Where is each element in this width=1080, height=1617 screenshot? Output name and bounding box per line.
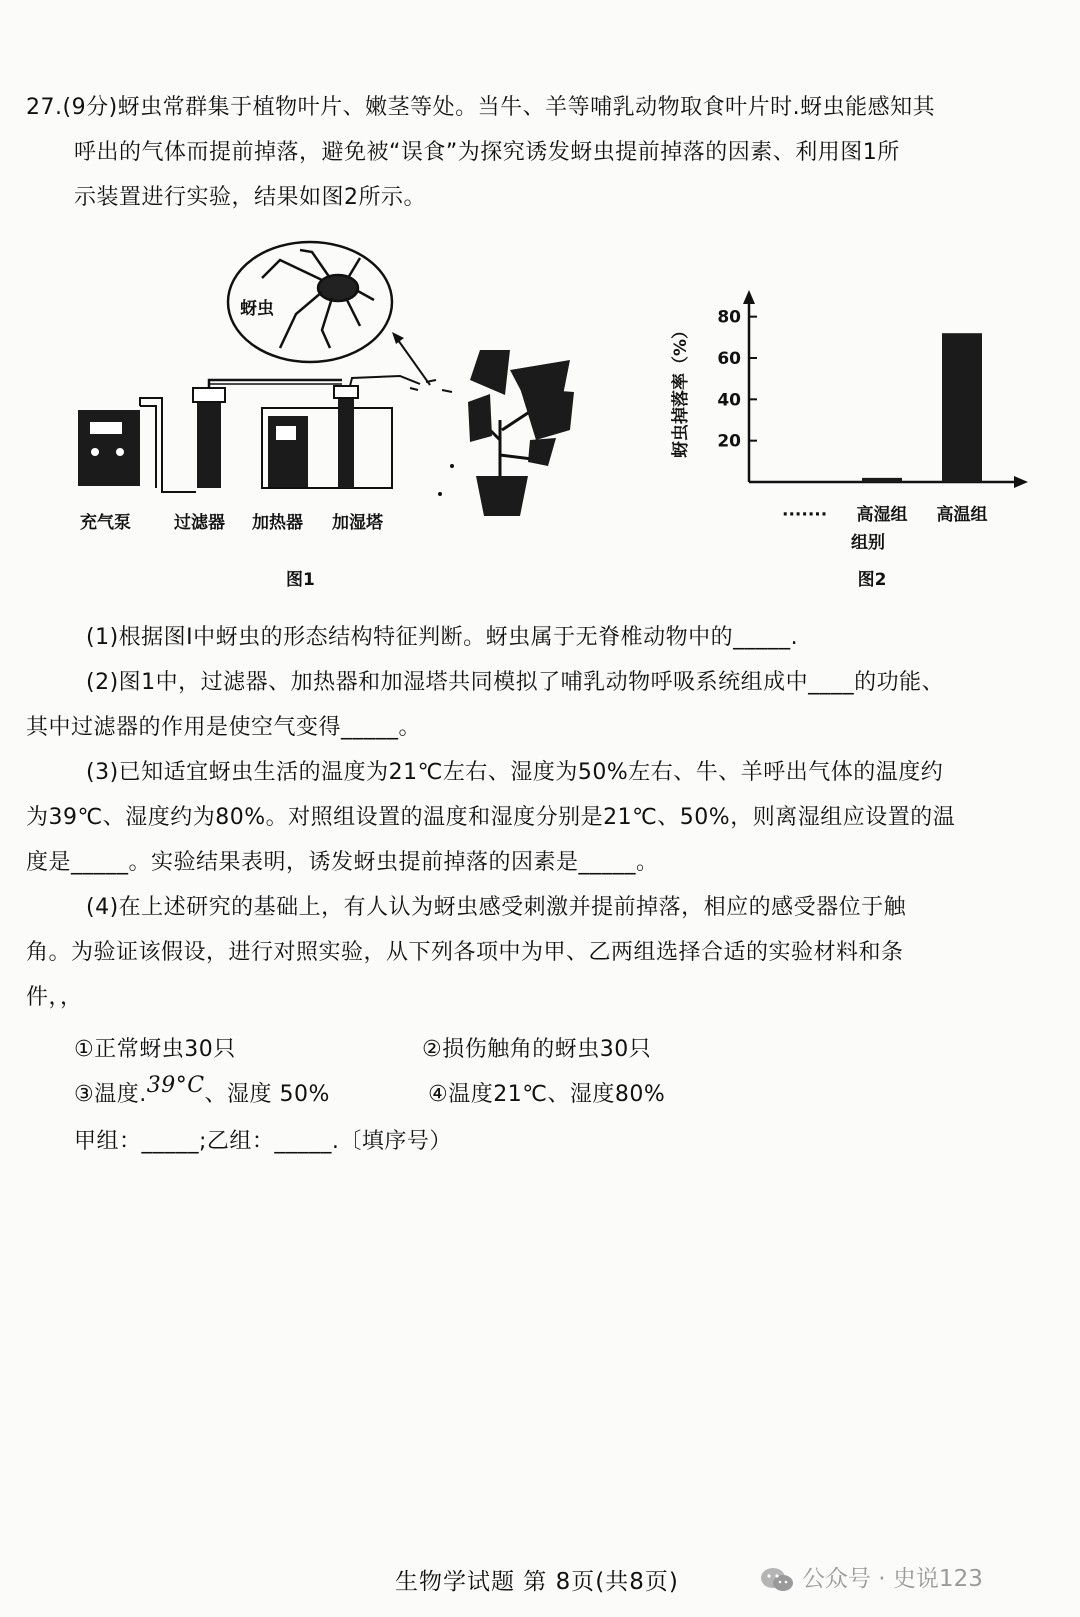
option-3-prefix: ③温度. [74,1082,147,1107]
bar [862,478,902,482]
x-category-label: 高温组 [936,505,988,525]
plant [438,350,574,516]
aphid-label: 蚜虫 [240,299,274,319]
question-intro-line-3: 示装置进行实验，结果如图2所示。 [74,185,426,210]
sub-question-3-line-2: 为39℃、湿度约为80%。对照组设置的温度和湿度分别是21℃、50%，则离湿组应设置的温 [26,805,956,830]
page-footer: 生物学试题 第 8页(共8页) [395,1569,679,1595]
figure-1-apparatus [78,242,574,590]
sub-question-4-line-2: 角。为验证该假设，进行对照实验，从下列各项中为甲、乙两组选择合适的实验材料和条 [26,940,904,965]
option-3-temperature: 39°C [146,1073,205,1098]
sub-question-3-line-3: 度是_____。实验结果表明，诱发蚜虫提前掉落的因素是_____。 [26,850,659,875]
sub-question-4-line-1: (4)在上述研究的基础上，有人认为蚜虫感受刺激并提前掉落，相应的感受器位于触 [86,895,907,920]
label-filter: 过滤器 [174,513,225,533]
figures [0,230,1080,630]
y-tick-label: 60 [717,349,741,369]
answer-line: 甲组：_____;乙组：_____.〔填序号） [74,1129,452,1154]
y-tick-label: 40 [717,390,741,411]
sub-question-3-line-1: (3)已知适宜蚜虫生活的温度为21℃左右、湿度为50%左右、牛、羊呼出气体的温度约 [86,760,944,785]
figure-2-caption: 图2 [857,570,887,590]
bar [942,333,982,482]
watermark [760,1560,983,1593]
y-tick-label: 80 [717,307,741,328]
filter [197,398,221,488]
sub-question-1: (1)根据图Ⅰ中蚜虫的形态结构特征判断。蚜虫属于无脊椎动物中的_____. [86,625,799,650]
wechat-icon [760,1567,794,1593]
option-3 [74,1073,330,1110]
x-category-label: 高湿组 [856,505,908,525]
y-axis-label: 蚜虫掉落率（%） [671,321,691,459]
label-heater: 加热器 [252,513,303,533]
question-intro-line-1: 27.(9分)蚜虫常群集于植物叶片、嫩茎等处。当牛、羊等哺乳动物取食叶片时.蚜虫能感知其 [26,95,936,120]
option-1: ①正常蚜虫30只 [74,1037,236,1062]
dash-mark: ······· [782,505,828,525]
watermark-text: 公众号 · 史说123 [802,1566,983,1592]
option-2: ②损伤触角的蚜虫30只 [422,1037,652,1062]
figure-2-chart [670,290,1028,590]
question-intro-line-2: 呼出的气体而提前掉落，避免被“误食”为探究诱发蚜虫提前掉落的因素、利用图1所 [74,140,900,165]
x-axis-label: 组别 [851,533,885,553]
y-tick-label: 20 [717,431,741,452]
label-humidifier: 加湿塔 [332,513,383,533]
air-pump [78,410,140,486]
option-3-humidity: 、湿度 50% [204,1082,330,1107]
label-air-pump: 充气泵 [80,513,131,533]
aphid-drawing [262,250,374,348]
y-axis-arrow [743,290,755,304]
sub-question-2-line-1: (2)图1中，过滤器、加热器和加湿塔共同模拟了哺乳动物呼吸系统组成中____的功能、 [86,670,945,695]
sub-question-4-line-3: 件，， [26,985,83,1010]
option-4: ④温度21℃、湿度80% [428,1082,666,1107]
x-axis-arrow [1014,476,1028,488]
sub-question-2-line-2: 其中过滤器的作用是使空气变得_____。 [26,715,422,740]
figure-1-caption: 图1 [286,570,315,590]
humidifier [338,394,354,488]
